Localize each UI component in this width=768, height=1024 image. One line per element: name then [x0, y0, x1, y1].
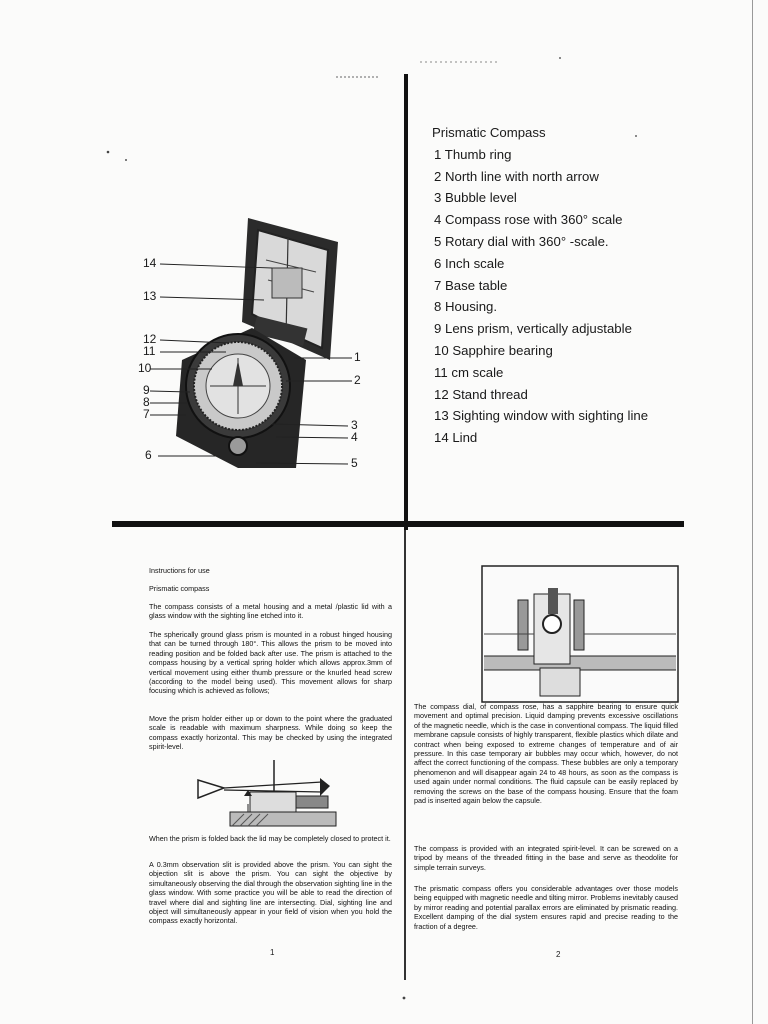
callout-5: 5	[351, 456, 358, 470]
page1-paragraph: A 0.3mm observation slit is provided above the prism. You can sight the objection slit is above the prism. You can sight the objective by simultaneously observing the dial through the observation sighting line in the glass window. With some practice you will be able to read the direction of travel where dial and sighting line are intersecting. Dial, sighting line and object will simultaneously appear in your field of vision when you hold the compass exactly horizontal.	[149, 860, 392, 926]
callout-12: 12	[143, 332, 157, 346]
page2-paragraph: The compass dial, of compass rose, has a sapphire bearing to ensure quick movement and optimal precision. Liquid damping prevents excessive oscillations of the magnetic needle, which is the case in conventional compass. The liquid filled membrane capsule consists of highly transparent, flexible plastics which dilate and contract when being exposed to extreme changes of temperature and of air pressure. In this case temporary air bubbles may occur which, however, do not affect the correct functioning of the compass. These bubbles are only a temporary phenomenon and will disappear again 24 to 48 hours, as soon as the compass is used again under normal conditions. The fluid capsule can be easily replaced by removing the screws on the base of the compass housing. Ensure that the foam pad is inserted again below the capsule.	[414, 702, 678, 806]
callout-3: 3	[351, 418, 358, 432]
page2-paragraph: The compass is provided with an integrated spirit-level. It can be screwed on a tripod by means of the threaded fitting in the base and serve as theodolite for simple terrain surveys.	[414, 844, 678, 872]
parts-list	[420, 122, 720, 449]
parts-list-item: 7 Base table	[434, 277, 508, 293]
page2-paragraph: The prismatic compass offers you considerable advantages over those models being equipped with magnetic needle and tilting mirror. Problems inevitably caused by mirror reading and potential parallax errors are eliminated by prismatic reading. Excellent damping of the dial system ensures rapid and precise reading to the fraction of a degree.	[414, 884, 678, 931]
parts-list-item: 6 Inch scale	[434, 255, 505, 271]
parts-list-item: 12 Stand thread	[434, 386, 528, 402]
prism-holder-diagram	[196, 752, 346, 832]
callout-10: 10	[138, 361, 152, 375]
parts-list-item: 5 Rotary dial with 360° -scale.	[434, 233, 609, 249]
callout-2: 2	[354, 373, 361, 387]
page1-subheading: Prismatic compass	[149, 584, 210, 593]
parts-list-title: Prismatic Compass	[432, 125, 546, 140]
page1-number: 1	[270, 948, 275, 957]
page1-paragraph: The spherically ground glass prism is mounted in a robust hinged housing that can be turned through 180°. This allows the prism to be moved into reading position and be folded back after use. The prism is attached to the compass housing by a vertical spring holder which allows approx.3mm of vertical movement using either thumb pressure or the knurled head screw (according to the model being used). This movement allows for sharp focusing which is achieved as follows;	[149, 630, 392, 696]
page1-heading: Instructions for use	[149, 566, 210, 575]
parts-list-item: 14 Lind	[434, 430, 478, 446]
parts-list-item: 4 Compass rose with 360° scale	[434, 212, 623, 228]
parts-list-item: 13 Sighting window with sighting line	[434, 408, 649, 424]
parts-list-item: 8 Housing.	[434, 299, 498, 315]
callout-8: 8	[143, 395, 150, 409]
parts-list-item: 3 Bubble level	[434, 190, 517, 206]
callout-13: 13	[143, 289, 157, 303]
parts-list-item: 9 Lens prism, vertically adjustable	[434, 321, 632, 337]
callout-1: 1	[354, 350, 361, 364]
parts-list-item: 2 North line with north arrow	[434, 168, 599, 184]
parts-list-item: 1 Thumb ring	[434, 146, 512, 162]
callout-9: 9	[143, 383, 150, 397]
parts-list-item: 10 Sapphire bearing	[434, 342, 553, 358]
callout-6: 6	[145, 448, 152, 462]
parts-list-item: 11 cm scale	[434, 364, 504, 380]
page1-paragraph: Move the prism holder either up or down to the point where the graduated scale is readable with maximum sharpness. While doing so keep the compass exactly horizontal. This may be checked by using the integrated spirit-level.	[149, 714, 392, 752]
callout-7: 7	[143, 407, 150, 421]
page1-paragraph: When the prism is folded back the lid may be completely closed to protect it.	[149, 834, 391, 843]
page1-paragraph: The compass consists of a metal housing and a metal /plastic lid with a glass window with the sighting line etched into it.	[149, 602, 392, 621]
page2-number: 2	[556, 950, 561, 959]
callout-11: 11	[143, 344, 156, 358]
callout-14: 14	[143, 256, 157, 270]
compass-section-diagram	[480, 564, 680, 704]
callout-4: 4	[351, 430, 358, 444]
